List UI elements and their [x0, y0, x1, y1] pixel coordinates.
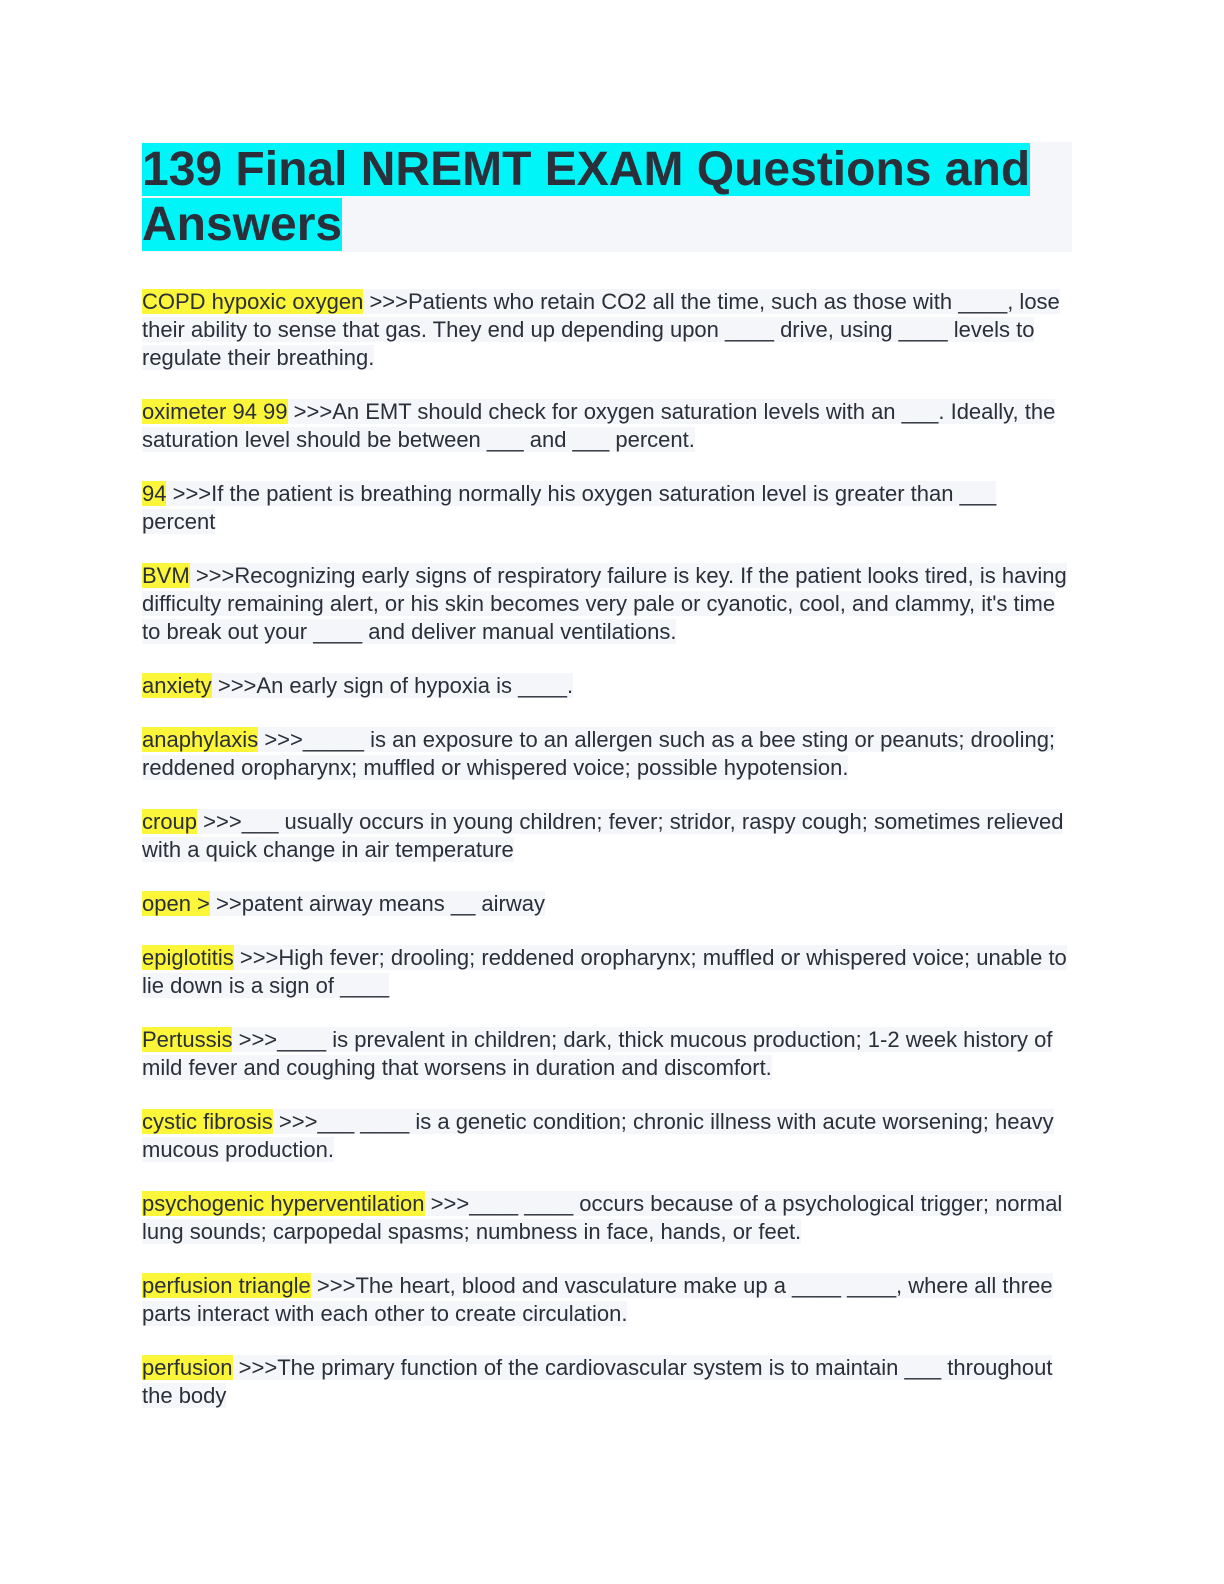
qa-separator: >>> — [264, 727, 303, 752]
qa-answer: 94 — [142, 481, 167, 506]
qa-separator: >>> — [195, 563, 235, 588]
qa-question: High fever; drooling; reddened oropharynx; muffled or whispered voice; unable to lie down is a sign of ____ — [142, 945, 1067, 998]
qa-separator: >>> — [217, 673, 257, 698]
qa-answer: cystic fibrosis — [142, 1109, 273, 1134]
qa-separator: >>> — [369, 289, 408, 314]
document-page — [142, 142, 1072, 1436]
qa-item — [142, 1272, 1072, 1328]
qa-item-text — [142, 481, 996, 534]
qa-item — [142, 562, 1072, 646]
qa-item — [142, 944, 1072, 1000]
qa-item — [142, 726, 1072, 782]
qa-item-text — [142, 945, 1067, 998]
qa-separator: >>> — [172, 481, 212, 506]
qa-question: patent airway means __ airway — [241, 891, 545, 916]
qa-item-text — [142, 563, 1067, 644]
qa-separator: >>> — [430, 1191, 470, 1216]
qa-item-text — [142, 1273, 1053, 1326]
qa-separator: >>> — [293, 399, 333, 424]
document-title-text: 139 Final NREMT EXAM Questions and Answers — [142, 143, 1031, 251]
qa-separator: >>> — [238, 1355, 278, 1380]
qa-item-text — [142, 1027, 1052, 1080]
qa-item — [142, 890, 1072, 918]
qa-item — [142, 288, 1072, 372]
qa-question: The primary function of the cardiovascular system is to maintain ___ throughout the body — [142, 1355, 1053, 1408]
qa-item — [142, 1190, 1072, 1246]
qa-question: Patients who retain CO2 all the time, such as those with ____, lose their ability to sense that gas. They end up depending upon ____ drive, using ____ levels to regulate their breathing. — [142, 289, 1060, 370]
qa-item — [142, 1108, 1072, 1164]
qa-question: ___ ____ is a genetic condition; chronic illness with acute worsening; heavy mucous production. — [142, 1109, 1054, 1162]
qa-answer: anxiety — [142, 673, 212, 698]
qa-answer: epiglotitis — [142, 945, 234, 970]
qa-item-text — [142, 399, 1055, 452]
qa-separator: >>> — [278, 1109, 318, 1134]
qa-question: Recognizing early signs of respiratory failure is key. If the patient looks tired, is having difficulty remaining alert, or his skin becomes very pale or cyanotic, cool, and clammy, it's time to break out your ____ and deliver manual ventilations. — [142, 563, 1067, 644]
qa-answer: perfusion — [142, 1355, 233, 1380]
qa-item-text — [142, 891, 545, 916]
qa-separator: >>> — [238, 1027, 278, 1052]
qa-answer: psychogenic hyperventilation — [142, 1191, 425, 1216]
qa-item-text — [142, 673, 573, 698]
qa-item-text — [142, 727, 1055, 780]
qa-separator: >>> — [203, 809, 242, 834]
qa-question: If the patient is breathing normally his oxygen saturation level is greater than ___ percent — [142, 481, 997, 534]
qa-answer: anaphylaxis — [142, 727, 259, 752]
qa-item — [142, 1354, 1072, 1410]
qa-list — [142, 288, 1072, 1410]
qa-answer: perfusion triangle — [142, 1273, 311, 1298]
qa-item-text — [142, 1109, 1054, 1162]
qa-separator: >> — [216, 891, 242, 916]
qa-item-text — [142, 1191, 1062, 1244]
qa-question: An early sign of hypoxia is ____. — [256, 673, 574, 698]
qa-separator: >>> — [239, 945, 279, 970]
qa-item-text — [142, 809, 1063, 862]
qa-answer: oximeter 94 99 — [142, 399, 288, 424]
qa-question: _____ is an exposure to an allergen such as a bee sting or peanuts; drooling; reddened oropharynx; muffled or whispered voice; possible hypotension. — [142, 727, 1056, 780]
qa-answer: BVM — [142, 563, 190, 588]
qa-question: ____ ____ occurs because of a psychological trigger; normal lung sounds; carpopedal spasms; numbness in face, hands, or feet. — [142, 1191, 1063, 1244]
qa-item — [142, 480, 1072, 536]
qa-answer: croup — [142, 809, 198, 834]
qa-item-text — [142, 289, 1060, 370]
qa-question: The heart, blood and vasculature make up a ____ ____, where all three parts interact with each other to create circulation. — [142, 1273, 1053, 1326]
qa-item-text — [142, 1355, 1052, 1408]
title-block — [142, 142, 1072, 252]
qa-separator: >>> — [316, 1273, 356, 1298]
qa-answer: Pertussis — [142, 1027, 233, 1052]
qa-answer: open > — [142, 891, 210, 916]
qa-item — [142, 808, 1072, 864]
document-title — [142, 142, 1072, 252]
qa-question: An EMT should check for oxygen saturation levels with an ___. Ideally, the saturation level should be between ___ and ___ percent. — [142, 399, 1056, 452]
qa-item — [142, 398, 1072, 454]
qa-question: ___ usually occurs in young children; fever; stridor, raspy cough; sometimes relieved with a quick change in air temperature — [142, 809, 1064, 862]
qa-answer: COPD hypoxic oxygen — [142, 289, 364, 314]
qa-question: ____ is prevalent in children; dark, thick mucous production; 1-2 week history of mild fever and coughing that worsens in duration and discomfort. — [142, 1027, 1053, 1080]
qa-item — [142, 672, 1072, 700]
qa-item — [142, 1026, 1072, 1082]
